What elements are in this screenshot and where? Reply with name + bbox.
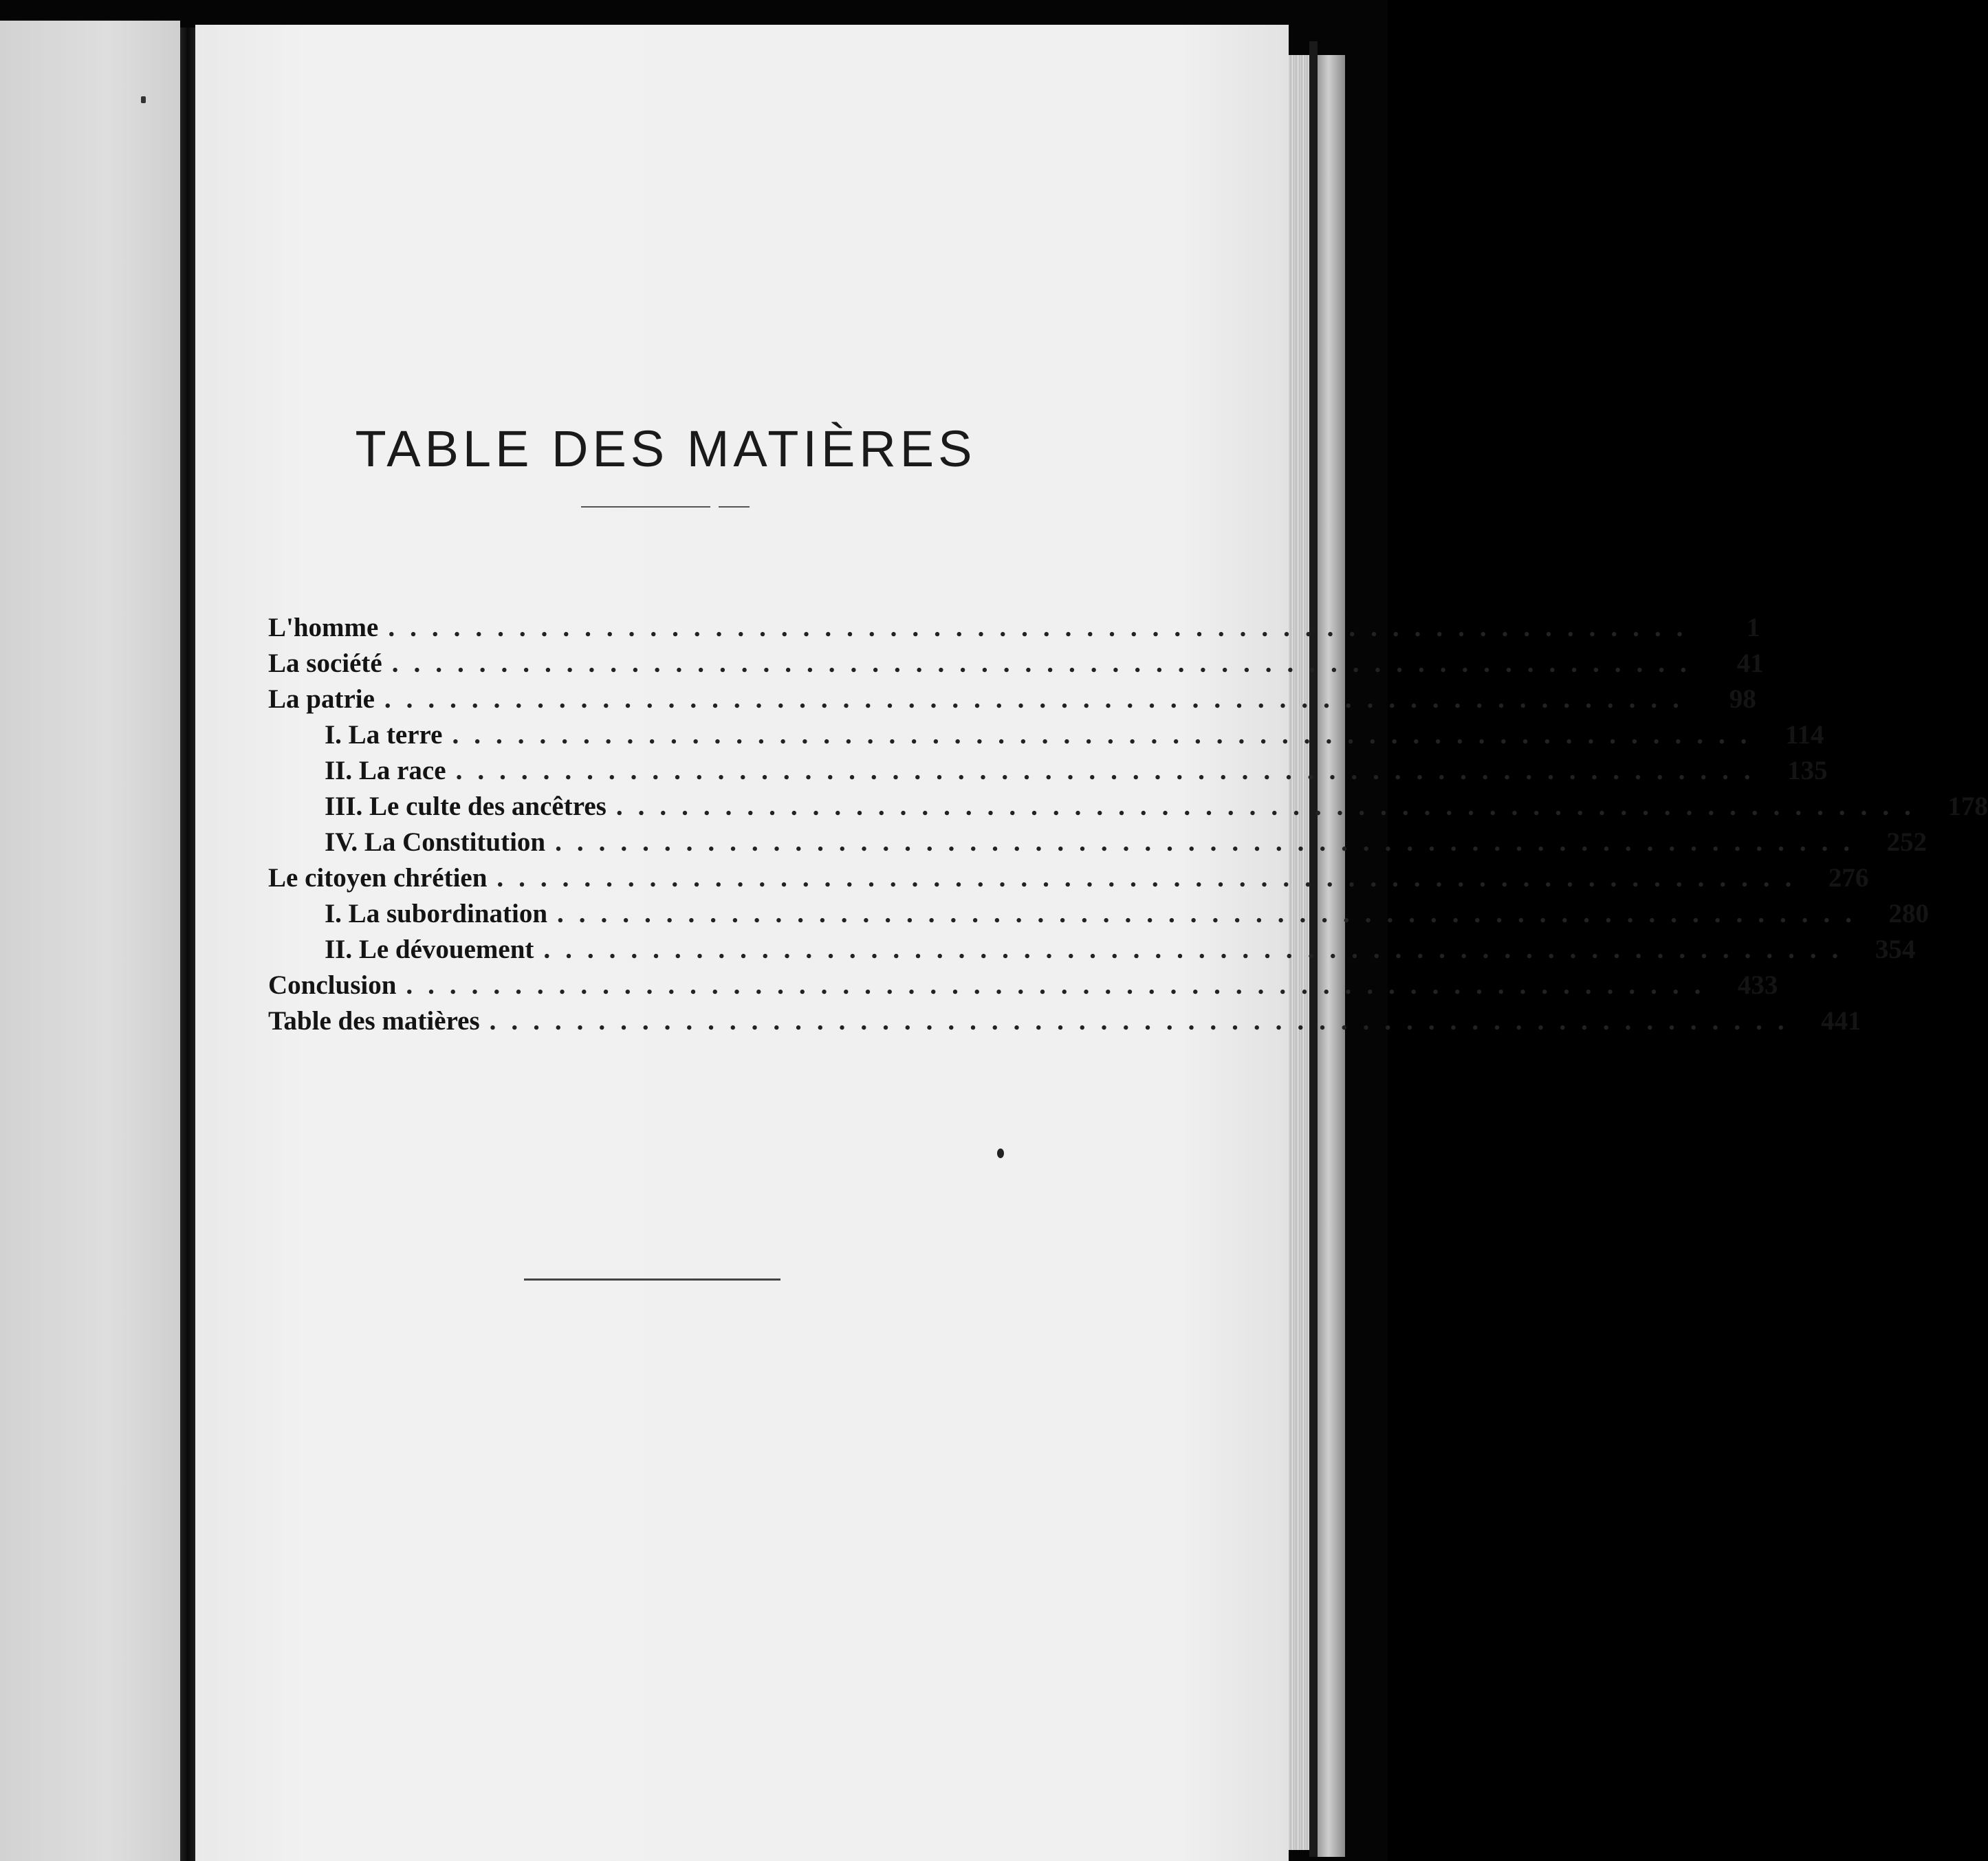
title-divider <box>581 506 750 508</box>
toc-entry <box>268 684 1756 719</box>
ink-speck <box>141 96 146 103</box>
toc-entry-label: La patrie <box>268 684 375 714</box>
toc-entry-label: I. La subordination <box>325 899 548 928</box>
dot-leader: ............................................................ <box>489 1006 1800 1036</box>
toc-entry <box>268 862 1869 898</box>
toc-entry-label: IV. La Constitution <box>325 827 546 857</box>
toc-entry-page: 276 <box>1828 863 1869 893</box>
dot-leader: ............................................................ <box>615 792 1926 821</box>
toc-entry-page: 98 <box>1729 684 1756 714</box>
toc-entry-label: Le citoyen chrétien <box>268 863 488 893</box>
toc-entry <box>268 970 1778 1005</box>
toc-entry <box>268 898 1930 934</box>
toc-entry <box>268 791 1988 827</box>
toc-entry-label: II. La race <box>325 756 446 785</box>
toc-entry <box>268 648 1764 684</box>
table-of-contents <box>268 612 1988 1041</box>
dot-leader: ............................................................ <box>384 684 1694 714</box>
toc-entry <box>268 755 1828 791</box>
toc-entry-page: 135 <box>1787 756 1828 785</box>
toc-entry-label: II. Le dévouement <box>325 935 534 964</box>
dot-leader: ............................................................ <box>555 827 1866 857</box>
toc-entry-page: 354 <box>1875 935 1916 964</box>
dot-leader: ............................................................ <box>406 970 1716 1000</box>
left-page-edge <box>0 21 180 1861</box>
toc-entry-label: III. Le culte des ancêtres <box>325 792 607 821</box>
bottom-divider <box>524 1278 780 1281</box>
dot-leader: ............................................................ <box>391 649 1702 678</box>
toc-entry-label: Table des matières <box>268 1006 480 1036</box>
toc-entry-label: La société <box>268 649 382 678</box>
dot-leader: ............................................................ <box>388 613 1698 642</box>
book-gutter <box>180 28 195 1861</box>
toc-entry <box>268 612 1760 648</box>
toc-entry-page: 433 <box>1737 970 1778 1000</box>
ink-speck <box>997 1149 1004 1158</box>
toc-entry-label: Conclusion <box>268 970 397 1000</box>
toc-entry <box>268 1005 1861 1041</box>
dot-leader: ............................................................ <box>496 863 1807 893</box>
toc-entry-page: 1 <box>1746 613 1760 642</box>
dot-leader: ............................................................ <box>455 756 1766 785</box>
toc-entry <box>268 719 1824 755</box>
dot-leader: ............................................................ <box>543 935 1854 964</box>
toc-entry-page: 41 <box>1736 649 1764 678</box>
toc-entry-page: 252 <box>1886 827 1927 857</box>
toc-entry-page: 114 <box>1785 720 1824 750</box>
toc-entry <box>268 934 1916 970</box>
toc-entry-page: 178 <box>1947 792 1988 821</box>
page-title: TABLE DES MATIÈRES <box>355 420 976 477</box>
toc-entry <box>268 827 1927 862</box>
toc-entry-page: 280 <box>1888 899 1930 928</box>
toc-entry-page: 441 <box>1821 1006 1861 1036</box>
dot-leader: ............................................................ <box>452 720 1762 750</box>
toc-entry-label: L'homme <box>268 613 379 642</box>
toc-entry-label: I. La terre <box>325 720 443 750</box>
dot-leader: ............................................................ <box>557 899 1868 928</box>
